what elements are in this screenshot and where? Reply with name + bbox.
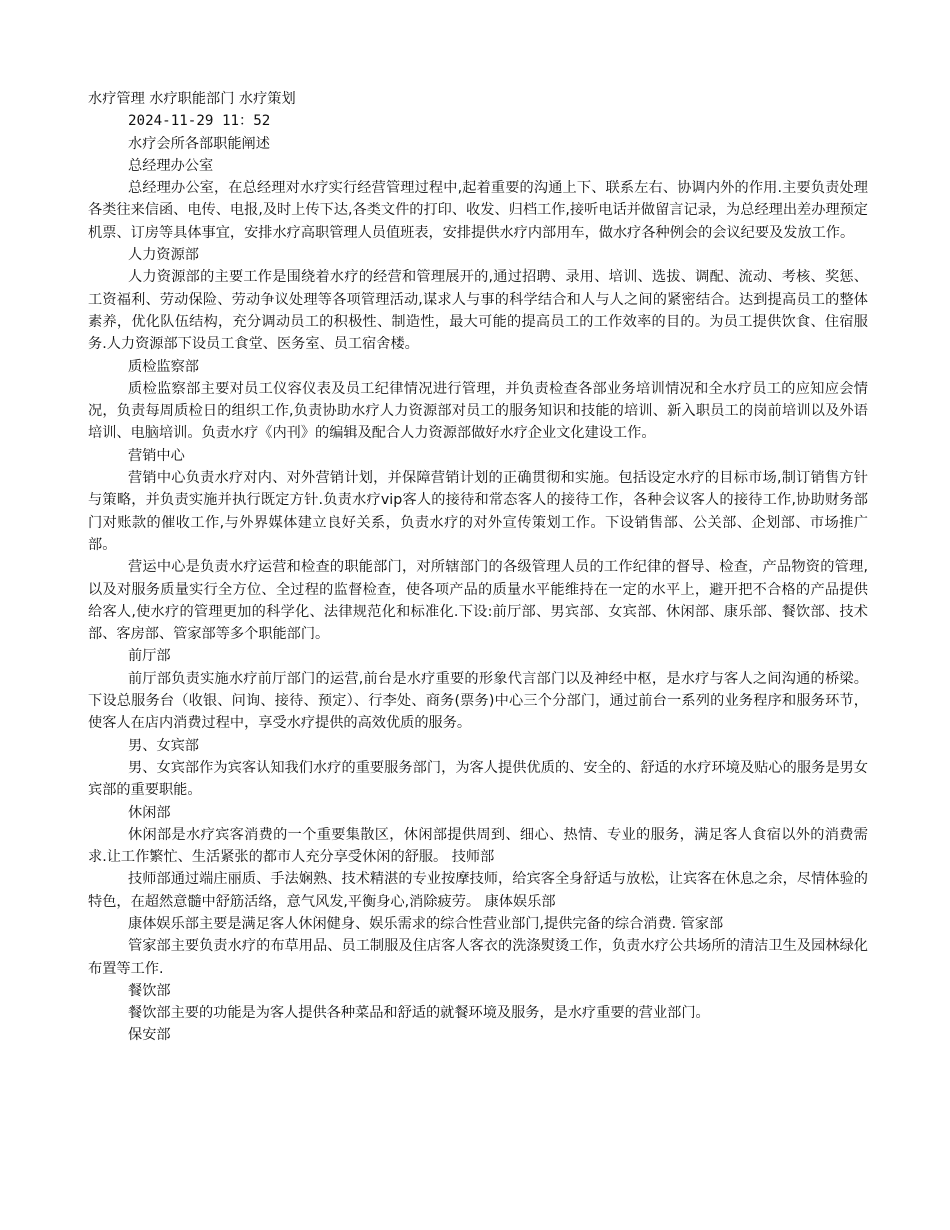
sections	[88, 155, 868, 1047]
section-heading: 质检监察部	[128, 358, 199, 375]
section-paragraph: 男、女宾部作为宾客认知我们水疗的重要服务部门，为客人提供优质的、安全的、舒适的水疗环境及贴心的服务是男女宾部的重要职能。	[88, 759, 868, 799]
section-paragraph: 营运中心是负责水疗运营和检查的职能部门，对所辖部门的各级管理人员的工作纪律的督导、检查，产品物资的管理,以及对服务质量实行全方位、全过程的监督检查，使各项产品的质量水平能维持在一定的水平上，避开把不合格的产品提供给客人,使水疗的管理更加的科学化、法律规范化和标准化.下设:前厅部、男宾部、女宾部、休闲部、康乐部、餐饮部、技术部、客房部、管家部等多个职能部门。	[88, 559, 868, 643]
section-heading: 保安部	[128, 1027, 171, 1044]
section-heading: 休闲部	[128, 804, 171, 821]
section-paragraph: 总经理办公室，在总经理对水疗实行经营管理过程中,起着重要的沟通上下、联系左右、协调内外的作用.主要负责处理各类往来信函、电传、电报,及时上传下达,各类文件的打印、收发、归档工作,接听电话并做留言记录，为总经理出差办理预定机票、订房等具体事宜，安排水疗高职管理人员值班表，安排提供水疗内部用车，做水疗各种例会的会议纪要及发放工作。	[88, 180, 868, 241]
doc-date: 2024-11-29 11：52	[128, 113, 271, 130]
section-paragraph: 前厅部负责实施水疗前厅部门的运营,前台是水疗重要的形象代言部门以及神经中枢，是水疗与客人之间沟通的桥梁。下设总服务台（收银、问询、接待、预定）、行李处、商务(票务)中心三个分部门，通过前台一系列的业务程序和服务环节，使客人在店内消费过程中，享受水疗提供的高效优质的服务。	[88, 670, 868, 732]
section-heading: 男、女宾部	[128, 737, 199, 754]
section-paragraph: 康体娱乐部主要是满足客人休闲健身、娱乐需求的综合性营业部门,提供完备的综合消费. 管家部	[128, 915, 724, 932]
doc-header: 水疗管理 水疗职能部门 水疗策划	[88, 91, 296, 107]
section-paragraph: 营销中心负责水疗对内、对外营销计划，并保障营销计划的正确贯彻和实施。包括设定水疗的目标市场,制订销售方针与策略，并负责实施并执行既定方针.负责水疗vip客人的接待和常态客人的接待工作，各种会议客人的接待工作,协助财务部门对账款的催收工作,与外界媒体建立良好关系，负责水疗的对外宣传策划工作。下设销售部、公关部、企划部、市场推广部。	[88, 470, 868, 553]
doc-intro: 水疗会所各部职能阐述	[128, 135, 270, 152]
section-paragraph: 管家部主要负责水疗的布草用品、员工制服及住店客人客衣的洗涤熨烫工作，负责水疗公共场所的清洁卫生及园林绿化布置等工作.	[88, 938, 868, 977]
section-heading: 餐饮部	[128, 982, 171, 999]
document	[88, 88, 868, 1047]
section-heading: 人力资源部	[128, 247, 199, 264]
section-paragraph: 技师部通过端庄丽质、手法娴熟、技术精湛的专业按摩技师，给宾客全身舒适与放松，让宾客在休息之余，尽情体验的特色，在超然意髓中舒筋活络，意气风发,平衡身心,消除疲劳。 康体娱乐部	[88, 871, 868, 910]
section-paragraph: 餐饮部主要的功能是为客人提供各种菜品和舒适的就餐环境及服务，是水疗重要的营业部门。	[128, 1005, 710, 1022]
section-paragraph: 人力资源部的主要工作是围绕着水疗的经营和管理展开的,通过招聘、录用、培训、选拔、调配、流动、考核、奖惩、工资福利、劳动保险、劳动争议处理等各项管理活动,谋求人与事的科学结合和人与人之间的紧密结合。达到提高员工的整体素养，优化队伍结构，充分调动员工的积极性、制造性，最大可能的提高员工的工作效率的目的。为员工提供饮食、住宿服务.人力资源部下设员工食堂、医务室、员工宿舍楼。	[88, 269, 868, 353]
section-paragraph: 休闲部是水疗宾客消费的一个重要集散区，休闲部提供周到、细心、热情、专业的服务，满足客人食宿以外的消费需求.让工作繁忙、生活紧张的都市人充分享受休闲的舒服。 技师部	[88, 826, 868, 866]
section-heading: 前厅部	[128, 648, 171, 665]
section-heading: 总经理办公室	[128, 157, 214, 174]
section-paragraph: 质检监察部主要对员工仪容仪表及员工纪律情况进行管理，并负责检查各部业务培训情况和全水疗员工的应知应会情况，负责每周质检日的组织工作,负责协助水疗人力资源部对员工的服务知识和技能的培训、新入职员工的岗前培训以及外语培训、电脑培训。负责水疗《内刊》的编辑及配合人力资源部做好水疗企业文化建设工作。	[88, 380, 868, 442]
section-heading: 营销中心	[128, 447, 185, 464]
